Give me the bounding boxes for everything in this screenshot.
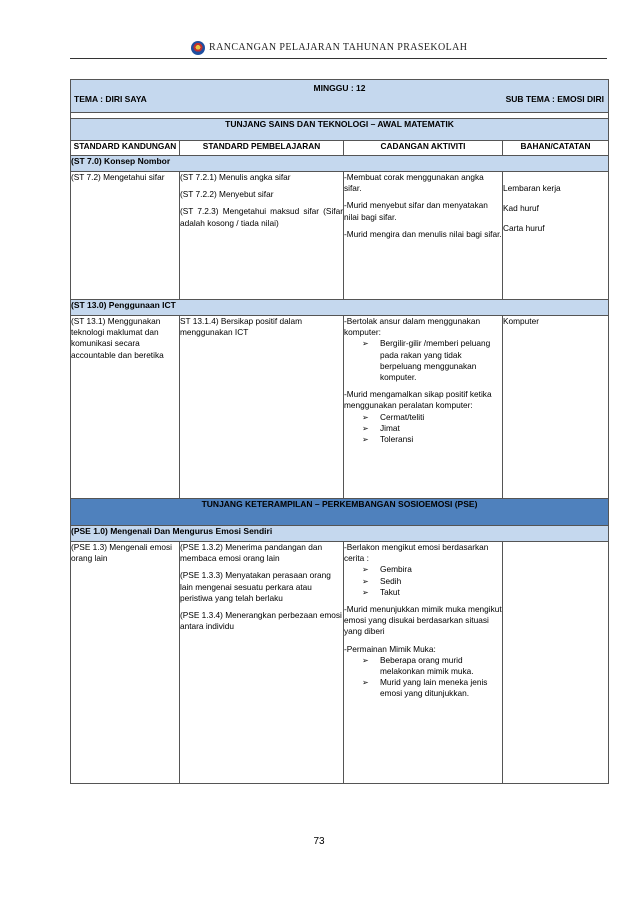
section-row-st13	[71, 300, 609, 316]
tema-label: TEMA : DIRI SAYA	[74, 94, 147, 104]
bahan-cell	[503, 316, 609, 499]
week-label: MINGGU : 12	[313, 83, 366, 93]
pembelajaran-item: (PSE 1.3.3) Menyatakan perasaan orang lain mengenai sesuatu perkara atau peristiwa yang telah berlaku	[180, 570, 331, 603]
ministry-logo-icon	[191, 41, 205, 55]
aktiviti-bullet: ➢ Murid yang lain meneka jenis emosi yang ditunjukkan.	[362, 677, 502, 699]
aktiviti-cell	[344, 172, 503, 300]
content-row-st7	[71, 172, 609, 300]
content-row-pse1	[71, 542, 609, 784]
kandungan-text: (ST 13.1) Menggunakan teknologi maklumat dan komunikasi secara accountable dan beretika	[71, 316, 164, 360]
aktiviti-bullet: ➢ Bergilir-gilir /memberi peluang pada rakan yang tidak berpeluang menggunakan komputer.	[362, 338, 502, 383]
aktiviti-bullet: ➢ Jimat	[362, 423, 502, 434]
page-header	[0, 40, 638, 60]
kandungan-text: (PSE 1.3) Mengenali emosi orang lain	[71, 542, 172, 564]
aktiviti-bullet: ➢ Takut	[362, 587, 502, 598]
aktiviti-item: -Murid mengira dan menulis nilai bagi sifar.	[344, 228, 502, 239]
section-title: (PSE 1.0) Mengenali Dan Mengurus Emosi Sendiri	[71, 526, 609, 542]
aktiviti-item: -Murid menunjukkan mimik muka mengikut emosi yang disukai berdasarkan situasi yang diberi	[344, 604, 502, 637]
tunjang-row-keterampilan	[71, 499, 609, 526]
header-divider	[70, 58, 607, 59]
kandungan-cell	[71, 316, 180, 499]
kandungan-cell	[71, 542, 180, 784]
aktiviti-bullet-list	[362, 412, 502, 446]
bahan-cell	[503, 172, 609, 300]
aktiviti-item: -Membuat corak menggunakan angka sifar.	[344, 172, 484, 194]
column-header-aktiviti: CADANGAN AKTIVITI	[344, 141, 503, 156]
section-row-pse1	[71, 526, 609, 542]
aktiviti-cell	[344, 542, 503, 784]
kandungan-text: (ST 7.2) Mengetahui sifar	[71, 172, 165, 182]
column-header-kandungan: STANDARD KANDUNGAN	[71, 141, 180, 156]
bahan-item: Carta huruf	[503, 223, 545, 234]
aktiviti-bullet-list	[362, 564, 502, 598]
page-number: 73	[313, 836, 325, 847]
section-title: (ST 7.0) Konsep Nombor	[71, 156, 609, 172]
column-header-pembelajaran: STANDARD PEMBELAJARAN	[180, 141, 344, 156]
pembelajaran-item: ST 13.1.4) Bersikap positif dalam menggunakan ICT	[180, 316, 303, 338]
aktiviti-bullet: ➢ Toleransi	[362, 434, 502, 445]
kandungan-cell	[71, 172, 180, 300]
subtema-label: SUB TEMA : EMOSI DIRI	[505, 94, 604, 104]
aktiviti-bullet-list	[362, 655, 502, 700]
aktiviti-bullet: ➢ Cermat/teliti	[362, 412, 502, 423]
content-row-st13	[71, 316, 609, 499]
pembelajaran-item: (ST 7.2.3) Mengetahui maksud sifar (Sifar adalah kosong / tiada nilai)	[180, 206, 343, 228]
aktiviti-item: -Murid mengamalkan sikap positif ketika menggunakan peralatan komputer:	[344, 389, 492, 411]
bahan-item: Kad huruf	[503, 203, 539, 214]
aktiviti-bullet: ➢ Gembira	[362, 564, 502, 575]
week-row	[71, 80, 609, 113]
aktiviti-item: -Permainan Mimik Muka:	[344, 643, 436, 654]
aktiviti-bullet-list	[362, 338, 502, 383]
tunjang-title-keterampilan: TUNJANG KETERAMPILAN – PERKEMBANGAN SOSIOEMOSI (PSE)	[71, 499, 609, 526]
tunjang-row-sains	[71, 119, 609, 141]
tunjang-title-sains: TUNJANG SAINS DAN TEKNOLOGI – AWAL MATEMATIK	[71, 119, 609, 141]
aktiviti-item: -Berlakon mengikut emosi berdasarkan cerita :	[344, 542, 489, 564]
pembelajaran-cell	[180, 316, 344, 499]
section-row-st7	[71, 156, 609, 172]
pembelajaran-item: (ST 7.2.1) Menulis angka sifar	[180, 172, 291, 182]
aktiviti-item: -Bertolak ansur dalam menggunakan komputer:	[344, 316, 481, 338]
pembelajaran-item: (ST 7.2.2) Menyebut sifar	[180, 189, 274, 200]
aktiviti-bullet: ➢ Beberapa orang murid melakonkan mimik muka.	[362, 655, 502, 677]
aktiviti-item: -Murid menyebut sifar dan menyatakan nilai bagi sifar.	[344, 200, 488, 222]
aktiviti-bullet: ➢ Sedih	[362, 576, 502, 587]
header-title: RANCANGAN PELAJARAN TAHUNAN PRASEKOLAH	[209, 42, 468, 53]
section-title: (ST 13.0) Penggunaan ICT	[71, 300, 609, 316]
column-header-bahan: BAHAN/CATATAN	[503, 141, 609, 156]
aktiviti-cell	[344, 316, 503, 499]
bahan-item: Lembaran kerja	[503, 183, 561, 193]
pembelajaran-item: (PSE 1.3.4) Menerangkan perbezaan emosi antara individu	[180, 610, 342, 632]
pembelajaran-item: (PSE 1.3.2) Menerima pandangan dan membaca emosi orang lain	[180, 542, 323, 564]
pembelajaran-cell	[180, 172, 344, 300]
column-header-row	[71, 141, 609, 156]
bahan-item: Komputer	[503, 316, 539, 326]
pembelajaran-cell	[180, 542, 344, 784]
bahan-cell	[503, 542, 609, 784]
lesson-plan-table	[70, 79, 609, 784]
